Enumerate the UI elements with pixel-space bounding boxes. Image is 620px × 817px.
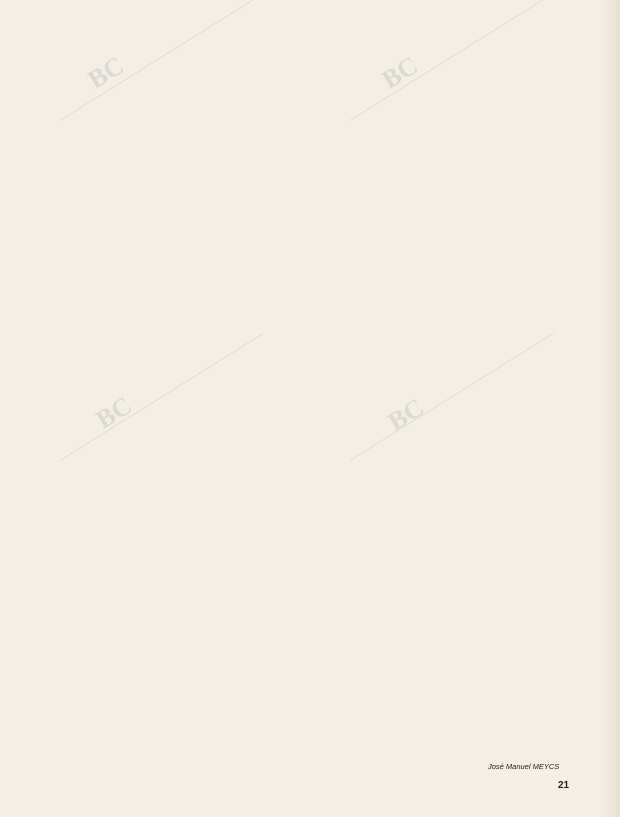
watermark-text: BC [90, 390, 137, 435]
column-2-sidebar [157, 0, 294, 34]
watermark-line [350, 333, 554, 461]
column-4 [449, 0, 578, 22]
watermark-text: BC [376, 50, 423, 95]
column-3 [301, 0, 442, 45]
page-spine-shadow [600, 0, 620, 817]
watermark-text: BC [382, 392, 429, 437]
author-signature: José Manuel MEYCS [488, 762, 560, 771]
page-number: 21 [558, 780, 570, 791]
watermark-line [60, 333, 264, 461]
watermark-text: BC [82, 50, 129, 95]
